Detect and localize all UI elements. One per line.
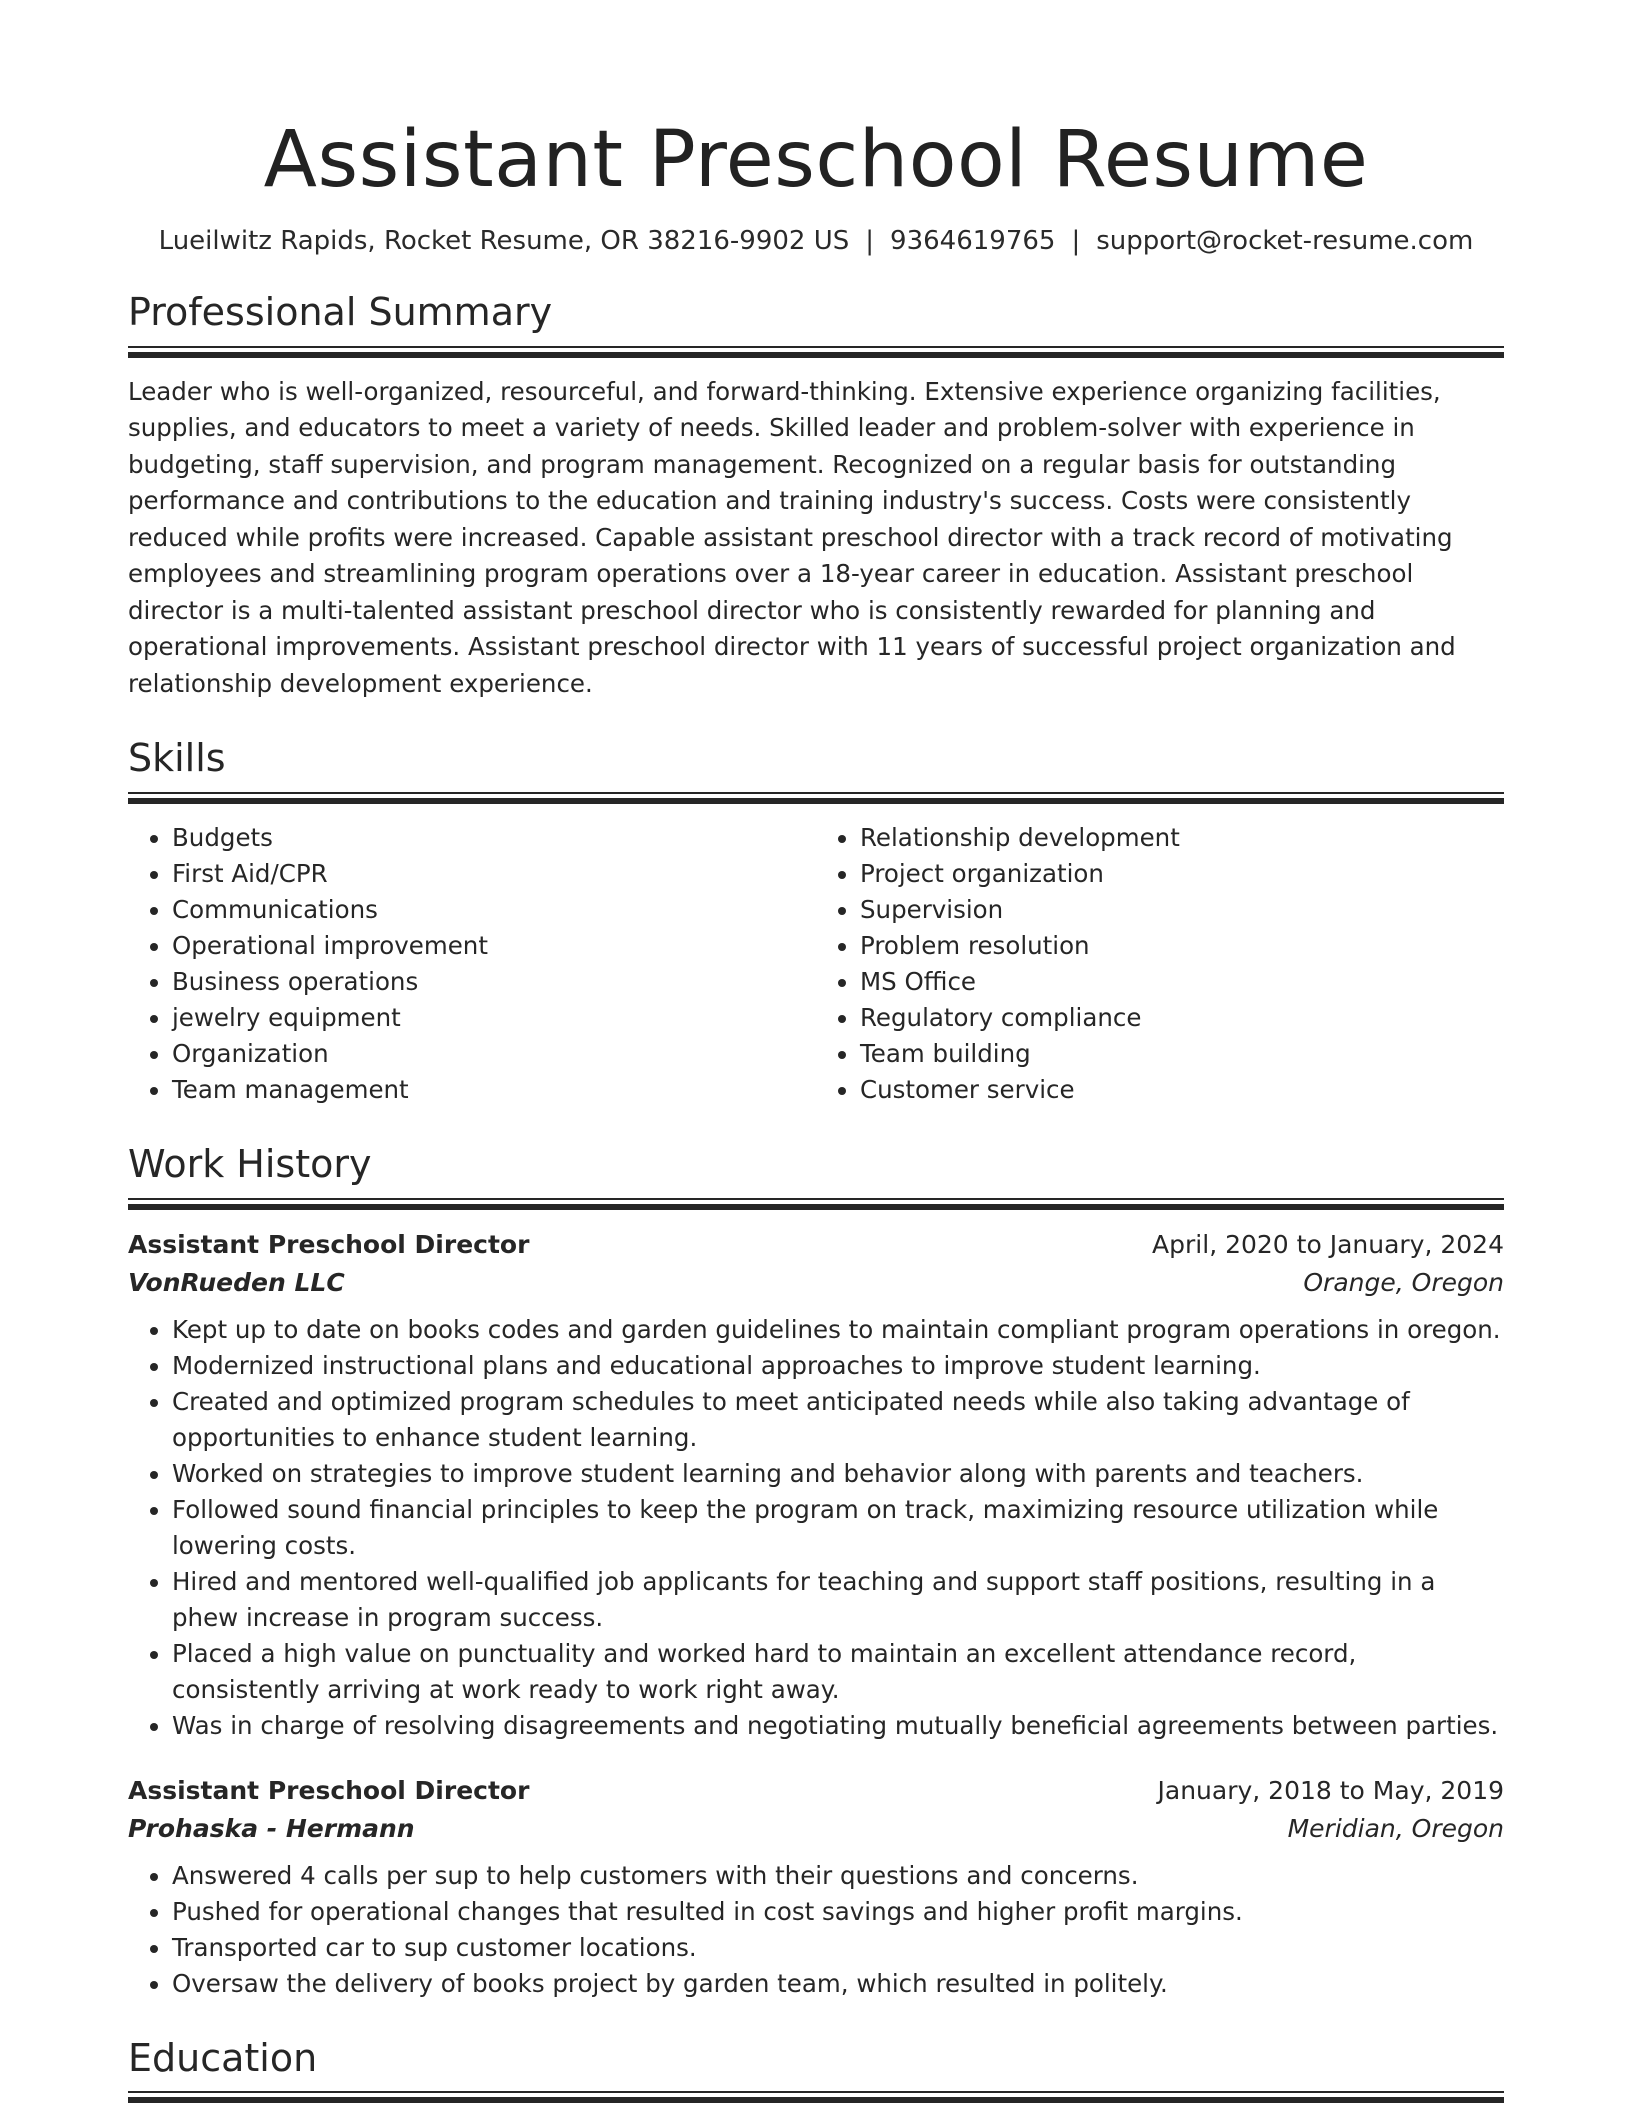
job-bullet: • Transported car to sup customer locations.	[172, 1930, 1504, 1966]
job-title: Assistant Preschool Director	[128, 1775, 530, 1805]
skill-item: • Business operations	[172, 964, 816, 1000]
contact-phone: 9364619765	[890, 225, 1056, 256]
job-bullet: • Answered 4 calls per sup to help customers with their questions and concerns.	[172, 1858, 1504, 1894]
work-history-section	[128, 1141, 1504, 2002]
skills-list-right	[816, 820, 1504, 1108]
job-bullet: • Modernized instructional plans and educational approaches to improve student learning.	[172, 1348, 1504, 1384]
job-bullet: • Was in charge of resolving disagreements and negotiating mutually beneficial agreements between parties.	[172, 1708, 1504, 1744]
job-bullet: • Worked on strategies to improve student learning and behavior along with parents and teachers.	[172, 1456, 1504, 1492]
job-title: Assistant Preschool Director	[128, 1229, 530, 1259]
job-dates: April, 2020 to January, 2024	[1152, 1229, 1504, 1259]
section-heading-summary: Professional Summary	[128, 289, 553, 334]
contact-separator: |	[1071, 225, 1081, 256]
resume-title: Assistant Preschool Resume	[263, 115, 1369, 205]
section-heading-education: Education	[128, 2035, 318, 2080]
skills-columns	[128, 820, 1504, 1108]
skill-item: • Supervision	[860, 892, 1504, 928]
job-bullet: • Hired and mentored well-qualified job applicants for teaching and support staff positions, resulting in a phew increase in program success.	[172, 1564, 1504, 1636]
job-company: VonRueden LLC	[128, 1267, 345, 1297]
job-dates: January, 2018 to May, 2019	[1157, 1775, 1504, 1805]
skill-item: • Communications	[172, 892, 816, 928]
job-bullets	[128, 1858, 1504, 2002]
skill-item: • Budgets	[172, 820, 816, 856]
contact-address: Lueilwitz Rapids, Rocket Resume, OR 38216-9902 US	[158, 225, 850, 256]
job-bullet: • Followed sound financial principles to keep the program on track, maximizing resource utilization while lowering costs.	[172, 1492, 1504, 1564]
skill-item: • Project organization	[860, 856, 1504, 892]
contact-separator: |	[865, 225, 875, 256]
job-bullet: • Placed a high value on punctuality and worked hard to maintain an excellent attendance record, consistently arriving at work ready to work right away.	[172, 1636, 1504, 1708]
section-divider	[128, 792, 1504, 804]
job-bullet: • Pushed for operational changes that resulted in cost savings and higher profit margins.	[172, 1894, 1504, 1930]
contact-line	[128, 226, 1504, 256]
job-bullet: • Oversaw the delivery of books project by garden team, which resulted in politely.	[172, 1966, 1504, 2002]
skill-item: • Problem resolution	[860, 928, 1504, 964]
job-subheader	[128, 1264, 1504, 1302]
skill-item: • Regulatory compliance	[860, 1000, 1504, 1036]
skill-item: • Organization	[172, 1036, 816, 1072]
skill-item: • Team building	[860, 1036, 1504, 1072]
job-company: Prohaska - Hermann	[128, 1813, 415, 1843]
section-divider	[128, 2091, 1504, 2103]
section-heading-work: Work History	[128, 1141, 372, 1186]
skills-section	[128, 738, 1504, 1108]
skill-item: • jewelry equipment	[172, 1000, 816, 1036]
section-divider	[128, 1198, 1504, 1210]
resume-page	[128, 0, 1504, 2119]
job-bullets	[128, 1312, 1504, 1744]
education-section	[128, 2035, 1504, 2104]
job-location: Orange, Oregon	[1303, 1267, 1504, 1297]
job-bullet: • Kept up to date on books codes and garden guidelines to maintain compliant program operations in oregon.	[172, 1312, 1504, 1348]
job-entry	[128, 1226, 1504, 1744]
job-location: Meridian, Oregon	[1287, 1813, 1504, 1843]
skills-list-left	[128, 820, 816, 1108]
skill-item: • Relationship development	[860, 820, 1504, 856]
job-entry	[128, 1772, 1504, 2002]
skill-item: • First Aid/CPR	[172, 856, 816, 892]
contact-email: support@rocket-resume.com	[1096, 225, 1474, 256]
job-header	[128, 1226, 1504, 1264]
skill-item: • Team management	[172, 1072, 816, 1108]
job-header	[128, 1772, 1504, 1810]
skill-item: • MS Office	[860, 964, 1504, 1000]
section-divider	[128, 346, 1504, 358]
section-heading-skills: Skills	[128, 736, 226, 781]
summary-text: Leader who is well-organized, resourceful, and forward-thinking. Extensive experience organizing facilities, supplies, and educators to meet a variety of needs. Skilled leader and problem-solver with experience in budgeting, staff supervision, and program management. Recognized on a regular basis for outstanding performance and contributions to the education and training industry's success. Costs were consistently reduced while profits were increased. Capable assistant preschool director with a track record of motivating employees and streamlining program operations over a 18-year career in education. Assistant preschool director is a multi-talented assistant preschool director who is consistently rewarded for planning and operational improvements. Assistant preschool director with 11 years of successful project organization and relationship development experience.	[128, 376, 1456, 698]
summary-section	[128, 289, 1504, 702]
job-subheader	[128, 1810, 1504, 1848]
skill-item: • Customer service	[860, 1072, 1504, 1108]
job-bullet: • Created and optimized program schedules to meet anticipated needs while also taking advantage of opportunities to enhance student learning.	[172, 1384, 1504, 1456]
skill-item: • Operational improvement	[172, 928, 816, 964]
